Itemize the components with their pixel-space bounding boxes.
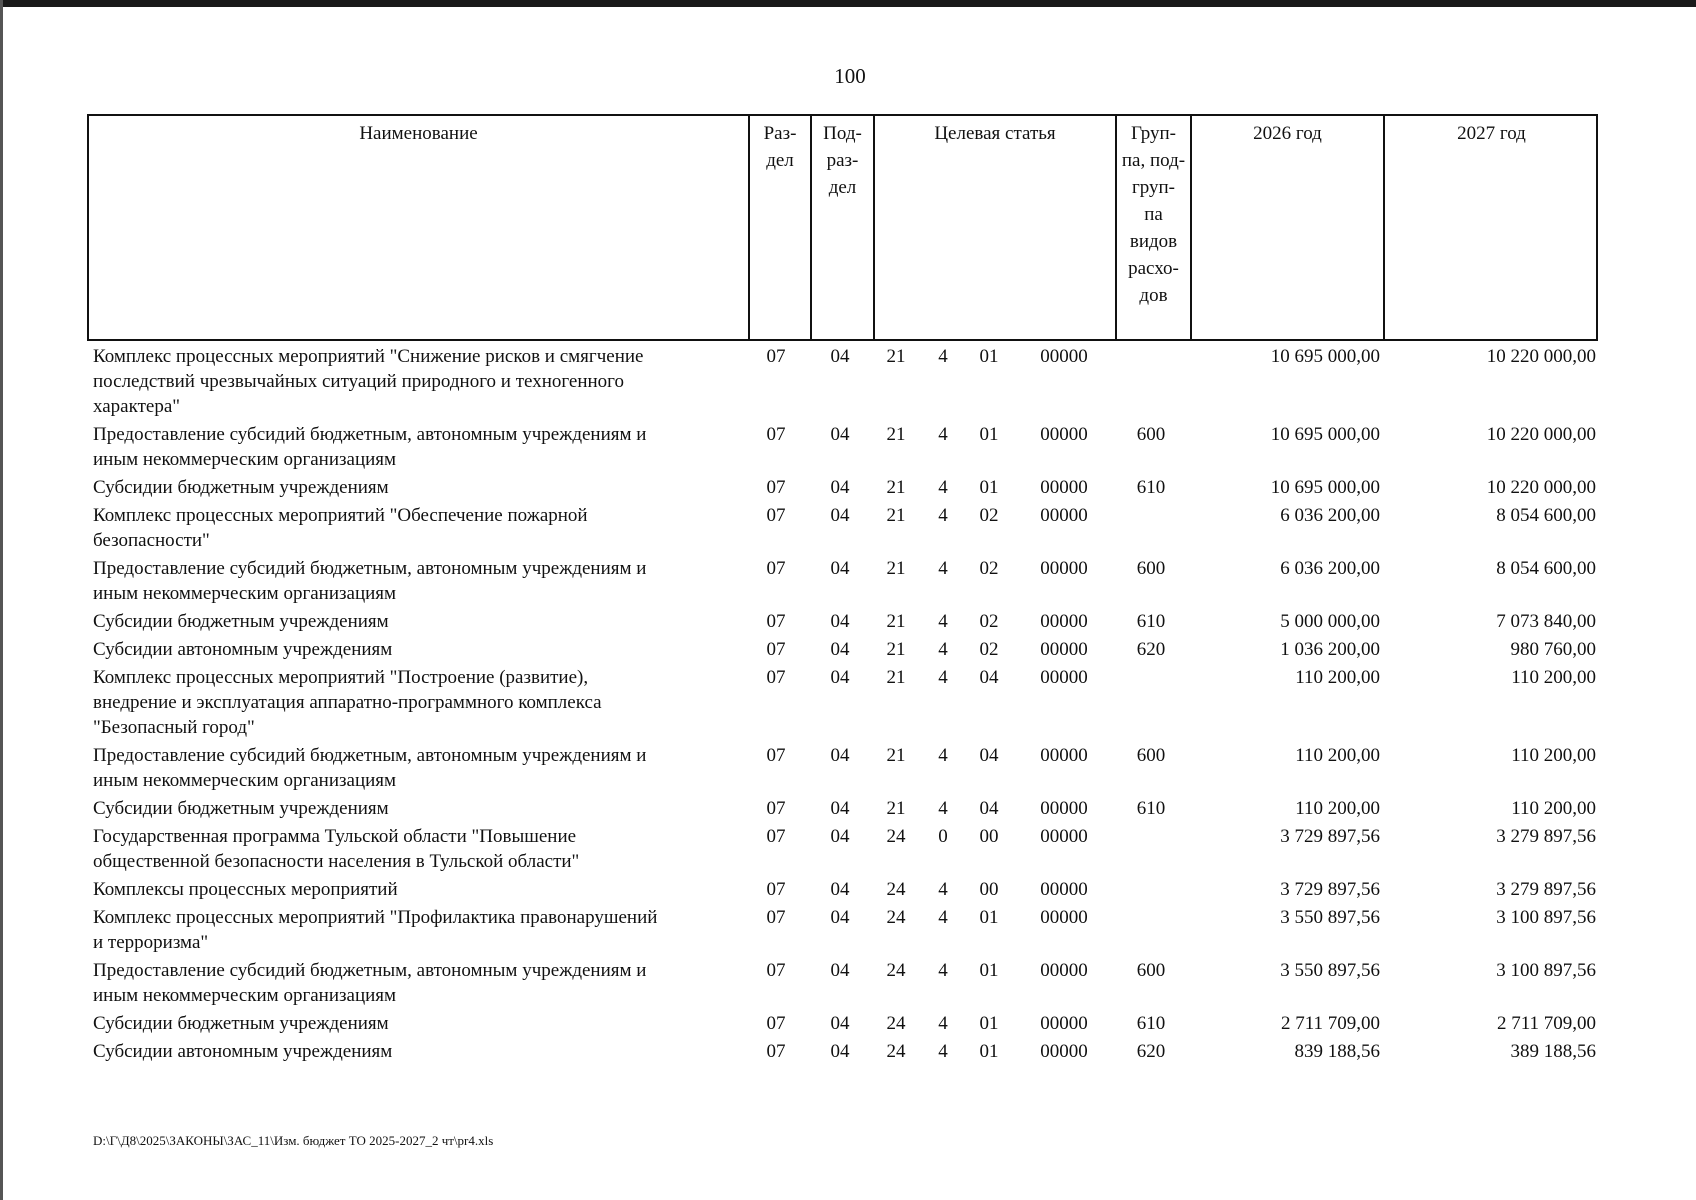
row-expense-group: 610 (1136, 798, 1166, 819)
row-podrazdel: 04 (830, 611, 850, 632)
row-amount-2027: 110 200,00 (1511, 798, 1596, 819)
row-target-type: 4 (938, 1013, 948, 1034)
row-target-direction: 00000 (1040, 879, 1088, 900)
row-name (93, 1011, 733, 1036)
header-podrazdel-line: Под- (823, 123, 862, 144)
row-target-direction: 00000 (1040, 667, 1088, 688)
row-expense-group: 610 (1136, 611, 1166, 632)
row-name-line: Предоставление субсидий бюджетным, автономным учреждениям и (93, 960, 647, 981)
row-name-line: внедрение и эксплуатация аппаратно-программного комплекса (93, 692, 602, 713)
row-name-line: Комплекс процессных мероприятий "Профилактика правонарушений (93, 907, 658, 928)
scan-top-edge (0, 0, 1696, 7)
row-podrazdel: 04 (830, 667, 850, 688)
row-target-direction: 00000 (1040, 424, 1088, 445)
header-razdel (748, 116, 810, 339)
header-podrazdel-line: раз- (826, 150, 859, 171)
row-podrazdel: 04 (830, 1013, 850, 1034)
row-name-line: Комплекс процессных мероприятий "Снижение рисков и смягчение (93, 346, 644, 367)
header-name-text: Наименование (359, 123, 478, 144)
header-razdel-line: Раз- (763, 123, 797, 144)
row-name-line: Предоставление субсидий бюджетным, автономным учреждениям и (93, 424, 647, 445)
row-target-program: 24 (886, 879, 906, 900)
row-name (93, 637, 733, 662)
row-name (93, 905, 733, 955)
row-target-type: 4 (938, 1041, 948, 1062)
row-razdel: 07 (766, 826, 786, 847)
row-name-line: безопасности" (93, 530, 210, 551)
row-target-program: 24 (886, 960, 906, 981)
row-name-line: Субсидии бюджетным учреждениям (93, 477, 389, 498)
row-target-program: 21 (886, 505, 906, 526)
row-razdel: 07 (766, 798, 786, 819)
header-target-article-text: Целевая статья (934, 123, 1056, 144)
row-name (93, 475, 733, 500)
row-amount-2027: 8 054 600,00 (1496, 505, 1596, 526)
row-expense-group: 620 (1136, 639, 1166, 660)
row-podrazdel: 04 (830, 558, 850, 579)
row-name-line: Субсидии бюджетным учреждениям (93, 1013, 389, 1034)
row-target-type: 4 (938, 907, 948, 928)
header-expense-group-line: дов (1139, 285, 1168, 306)
row-target-complex: 04 (979, 798, 999, 819)
row-amount-2026: 2 711 709,00 (1280, 1013, 1380, 1034)
row-name-line: Субсидии бюджетным учреждениям (93, 798, 389, 819)
row-target-complex: 01 (979, 907, 999, 928)
row-name (93, 824, 733, 874)
row-target-program: 21 (886, 798, 906, 819)
row-amount-2027: 3 279 897,56 (1496, 826, 1596, 847)
row-podrazdel: 04 (830, 960, 850, 981)
row-name-line: иным некоммерческим организациям (93, 449, 397, 470)
row-target-direction: 00000 (1040, 611, 1088, 632)
row-target-direction: 00000 (1040, 505, 1088, 526)
row-target-direction: 00000 (1040, 639, 1088, 660)
row-target-program: 21 (886, 639, 906, 660)
header-expense-group-line: па (1144, 204, 1163, 225)
row-razdel: 07 (766, 879, 786, 900)
row-target-type: 4 (938, 667, 948, 688)
row-target-program: 24 (886, 907, 906, 928)
row-amount-2027: 10 220 000,00 (1486, 477, 1596, 498)
row-target-program: 24 (886, 1041, 906, 1062)
row-target-direction: 00000 (1040, 907, 1088, 928)
scan-left-edge (0, 0, 3, 1200)
row-target-type: 4 (938, 346, 948, 367)
row-name (93, 958, 733, 1008)
header-name (89, 116, 748, 339)
row-amount-2026: 110 200,00 (1295, 745, 1380, 766)
row-amount-2026: 3 729 897,56 (1280, 826, 1380, 847)
row-amount-2027: 10 220 000,00 (1486, 346, 1596, 367)
header-podrazdel (810, 116, 873, 339)
row-target-complex: 02 (979, 639, 999, 660)
row-name (93, 609, 733, 634)
row-name-line: Субсидии автономным учреждениям (93, 639, 393, 660)
row-podrazdel: 04 (830, 798, 850, 819)
row-podrazdel: 04 (830, 907, 850, 928)
row-target-direction: 00000 (1040, 798, 1088, 819)
row-podrazdel: 04 (830, 1041, 850, 1062)
row-amount-2026: 3 550 897,56 (1280, 960, 1380, 981)
row-target-complex: 01 (979, 346, 999, 367)
row-expense-group: 600 (1136, 960, 1166, 981)
row-target-complex: 02 (979, 505, 999, 526)
header-razdel-line: дел (766, 150, 794, 171)
file-path-footer: D:\Г\Д8\2025\ЗАКОНЫ\ЗАС_11\Изм. бюджет ТО 2025-2027_2 чт\pr4.xls (93, 1133, 494, 1148)
row-podrazdel: 04 (830, 424, 850, 445)
row-amount-2027: 3 279 897,56 (1496, 879, 1596, 900)
row-amount-2026: 10 695 000,00 (1270, 477, 1380, 498)
row-target-type: 4 (938, 558, 948, 579)
row-amount-2026: 839 188,56 (1294, 1041, 1380, 1062)
row-target-program: 24 (886, 826, 906, 847)
row-name-line: последствий чрезвычайных ситуаций природного и техногенного (93, 371, 624, 392)
row-name-line: Комплекс процессных мероприятий "Обеспечение пожарной (93, 505, 588, 526)
row-target-direction: 00000 (1040, 826, 1088, 847)
row-target-program: 21 (886, 745, 906, 766)
row-target-type: 4 (938, 424, 948, 445)
row-razdel: 07 (766, 477, 786, 498)
row-amount-2027: 7 073 840,00 (1496, 611, 1596, 632)
row-razdel: 07 (766, 960, 786, 981)
table-header (87, 114, 1598, 341)
row-name-line: Комплекс процессных мероприятий "Построение (развитие), (93, 667, 589, 688)
row-target-program: 21 (886, 424, 906, 445)
row-target-type: 0 (938, 826, 948, 847)
row-target-complex: 02 (979, 558, 999, 579)
row-podrazdel: 04 (830, 477, 850, 498)
row-amount-2027: 3 100 897,56 (1496, 960, 1596, 981)
row-target-direction: 00000 (1040, 346, 1088, 367)
row-name (93, 1039, 733, 1064)
row-razdel: 07 (766, 505, 786, 526)
row-amount-2026: 3 729 897,56 (1280, 879, 1380, 900)
row-target-type: 4 (938, 798, 948, 819)
header-expense-group-line: расхо- (1128, 258, 1179, 279)
row-podrazdel: 04 (830, 505, 850, 526)
row-amount-2027: 389 188,56 (1510, 1041, 1596, 1062)
header-expense-group-line: Груп- (1130, 123, 1177, 144)
row-name (93, 743, 733, 793)
row-razdel: 07 (766, 1041, 786, 1062)
row-amount-2027: 980 760,00 (1510, 639, 1596, 660)
row-razdel: 07 (766, 346, 786, 367)
row-target-complex: 04 (979, 745, 999, 766)
row-name-line: иным некоммерческим организациям (93, 985, 397, 1006)
row-name-line: Субсидии бюджетным учреждениям (93, 611, 389, 632)
row-amount-2027: 110 200,00 (1511, 745, 1596, 766)
row-expense-group: 610 (1136, 477, 1166, 498)
row-amount-2027: 2 711 709,00 (1496, 1013, 1596, 1034)
row-podrazdel: 04 (830, 826, 850, 847)
header-target-article (873, 116, 1115, 339)
row-name-line: характера" (93, 396, 181, 417)
row-name-line: Комплексы процессных мероприятий (93, 879, 398, 900)
row-name (93, 665, 733, 740)
row-target-complex: 01 (979, 477, 999, 498)
row-razdel: 07 (766, 1013, 786, 1034)
row-name-line: "Безопасный город" (93, 717, 255, 738)
header-expense-group-line: па, под- (1121, 150, 1186, 171)
row-name (93, 422, 733, 472)
header-expense-group (1115, 116, 1190, 339)
header-year-2026-text: 2026 год (1253, 123, 1322, 144)
row-name-line: Государственная программа Тульской области "Повышение (93, 826, 577, 847)
row-target-complex: 00 (979, 879, 999, 900)
row-razdel: 07 (766, 745, 786, 766)
row-name-line: общественной безопасности населения в Тульской области" (93, 851, 580, 872)
row-amount-2026: 1 036 200,00 (1280, 639, 1380, 660)
row-target-complex: 01 (979, 424, 999, 445)
row-target-type: 4 (938, 879, 948, 900)
row-name-line: Предоставление субсидий бюджетным, автономным учреждениям и (93, 745, 647, 766)
row-amount-2026: 110 200,00 (1295, 667, 1380, 688)
row-razdel: 07 (766, 558, 786, 579)
row-razdel: 07 (766, 424, 786, 445)
header-expense-group-line: груп- (1131, 177, 1176, 198)
row-expense-group: 610 (1136, 1013, 1166, 1034)
row-amount-2027: 10 220 000,00 (1486, 424, 1596, 445)
row-expense-group: 600 (1136, 424, 1166, 445)
row-name (93, 796, 733, 821)
page-number: 100 (834, 64, 866, 88)
row-target-direction: 00000 (1040, 558, 1088, 579)
row-amount-2026: 5 000 000,00 (1280, 611, 1380, 632)
header-year-2027 (1383, 116, 1598, 339)
row-amount-2027: 3 100 897,56 (1496, 907, 1596, 928)
row-podrazdel: 04 (830, 639, 850, 660)
row-name-line: иным некоммерческим организациям (93, 770, 397, 791)
row-target-program: 21 (886, 477, 906, 498)
header-expense-group-line: видов (1129, 231, 1178, 252)
row-target-type: 4 (938, 611, 948, 632)
row-expense-group: 620 (1136, 1041, 1166, 1062)
row-target-direction: 00000 (1040, 477, 1088, 498)
row-amount-2026: 110 200,00 (1295, 798, 1380, 819)
row-amount-2026: 3 550 897,56 (1280, 907, 1380, 928)
row-target-program: 21 (886, 558, 906, 579)
row-target-complex: 01 (979, 1041, 999, 1062)
header-year-2026 (1190, 116, 1383, 339)
row-target-direction: 00000 (1040, 1013, 1088, 1034)
row-target-type: 4 (938, 745, 948, 766)
row-target-complex: 01 (979, 960, 999, 981)
row-razdel: 07 (766, 639, 786, 660)
row-razdel: 07 (766, 907, 786, 928)
row-target-program: 21 (886, 611, 906, 632)
row-name-line: иным некоммерческим организациям (93, 583, 397, 604)
row-amount-2026: 10 695 000,00 (1270, 346, 1380, 367)
row-name-line: Предоставление субсидий бюджетным, автономным учреждениям и (93, 558, 647, 579)
row-amount-2026: 6 036 200,00 (1280, 558, 1380, 579)
row-expense-group: 600 (1136, 745, 1166, 766)
row-name (93, 344, 733, 419)
row-target-direction: 00000 (1040, 745, 1088, 766)
row-razdel: 07 (766, 667, 786, 688)
row-amount-2027: 8 054 600,00 (1496, 558, 1596, 579)
row-target-program: 21 (886, 346, 906, 367)
row-name (93, 556, 733, 606)
row-podrazdel: 04 (830, 745, 850, 766)
row-name-line: Субсидии автономным учреждениям (93, 1041, 393, 1062)
row-amount-2027: 110 200,00 (1511, 667, 1596, 688)
row-target-complex: 04 (979, 667, 999, 688)
row-target-complex: 01 (979, 1013, 999, 1034)
row-name (93, 503, 733, 553)
row-target-program: 21 (886, 667, 906, 688)
row-razdel: 07 (766, 611, 786, 632)
row-target-direction: 00000 (1040, 1041, 1088, 1062)
row-name (93, 877, 733, 902)
row-podrazdel: 04 (830, 346, 850, 367)
row-expense-group: 600 (1136, 558, 1166, 579)
row-name-line: и терроризма" (93, 932, 209, 953)
row-amount-2026: 6 036 200,00 (1280, 505, 1380, 526)
row-target-type: 4 (938, 477, 948, 498)
row-target-type: 4 (938, 960, 948, 981)
row-podrazdel: 04 (830, 879, 850, 900)
row-amount-2026: 10 695 000,00 (1270, 424, 1380, 445)
row-target-complex: 00 (979, 826, 999, 847)
row-target-complex: 02 (979, 611, 999, 632)
header-year-2027-text: 2027 год (1457, 123, 1526, 144)
row-target-program: 24 (886, 1013, 906, 1034)
header-podrazdel-line: дел (828, 177, 857, 198)
row-target-type: 4 (938, 505, 948, 526)
row-target-direction: 00000 (1040, 960, 1088, 981)
row-target-type: 4 (938, 639, 948, 660)
